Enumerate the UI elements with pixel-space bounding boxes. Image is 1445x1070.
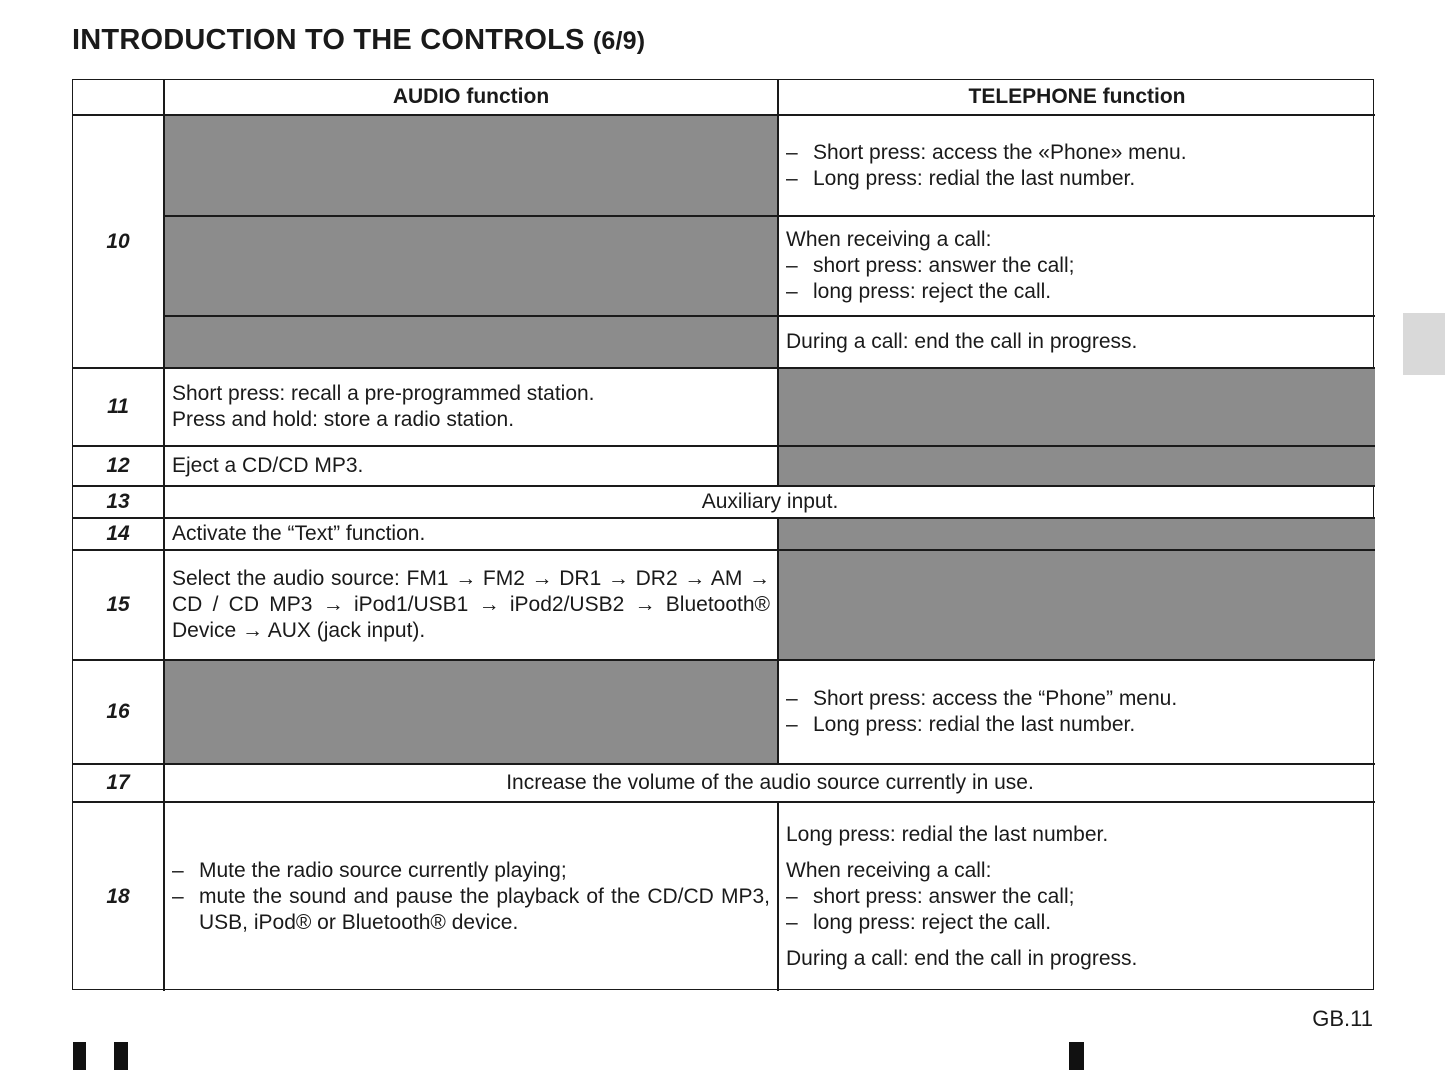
- list-item: – Short press: access the «Phone» menu.: [786, 140, 1187, 164]
- audio-cell-10b-empty: [165, 217, 779, 317]
- row-number-14: 14: [73, 519, 165, 551]
- page-title: [72, 24, 645, 57]
- header-telephone: TELEPHONE function: [779, 80, 1375, 116]
- row-number-13: 13: [73, 487, 165, 519]
- tel-cell-10b: [779, 217, 1375, 317]
- audio-cell-18: [165, 803, 779, 991]
- row-number-11: 11: [73, 369, 165, 447]
- header-audio: AUDIO function: [165, 80, 779, 116]
- tel-cell-10a: [779, 116, 1375, 217]
- tel-line: Long press: redial the last number.: [786, 823, 1109, 846]
- audio-cell-10c-empty: [165, 317, 779, 369]
- page-title-text: INTRODUCTION TO THE CONTROLS: [72, 24, 585, 56]
- tel-cell-12-empty: [779, 447, 1375, 487]
- text-line: Short press: recall a pre-programmed station.: [172, 382, 595, 405]
- header-number: [73, 80, 165, 116]
- tel-intro: When receiving a call:: [786, 859, 992, 882]
- audio-cell-12: Eject a CD/CD MP3.: [165, 447, 779, 487]
- page-number: GB.11: [1312, 1006, 1373, 1031]
- print-mark: [73, 1042, 86, 1070]
- row-number-16: 16: [73, 661, 165, 765]
- list-item: – short press: answer the call;: [786, 254, 1075, 277]
- audio-cell-11: [165, 369, 779, 447]
- list-item: – mute the sound and pause the playback of the CD/CD MP3, USB, iPod® or Bluetooth® device.: [172, 885, 770, 934]
- list-item: – Long press: redial the last number.: [786, 166, 1136, 190]
- list-item: – Mute the radio source currently playing;: [172, 859, 567, 882]
- audio-cell-14: Activate the “Text” function.: [165, 519, 779, 551]
- row-number-18: 18: [73, 803, 165, 991]
- row-number-12: 12: [73, 447, 165, 487]
- controls-table: [72, 79, 1374, 990]
- tel-cell-16: [779, 661, 1375, 765]
- tel-intro: When receiving a call:: [786, 228, 992, 251]
- row-number-17: 17: [73, 765, 165, 803]
- audio-cell-10a-empty: [165, 116, 779, 217]
- tel-cell-11-empty: [779, 369, 1375, 447]
- tel-cell-18: [779, 803, 1375, 991]
- list-item: – Short press: access the “Phone” menu.: [786, 687, 1178, 710]
- list-item: – Long press: redial the last number.: [786, 713, 1136, 736]
- tel-cell-14-empty: [779, 519, 1375, 551]
- list-item: – short press: answer the call;: [786, 885, 1075, 908]
- span-cell-13: Auxiliary input.: [165, 487, 1375, 519]
- text-line: Press and hold: store a radio station.: [172, 408, 515, 431]
- row-number-15: 15: [73, 551, 165, 661]
- page-title-part: (6/9): [592, 27, 646, 55]
- print-mark: [114, 1042, 128, 1070]
- audio-source-list: Select the audio source: FM1 → FM2 → DR1 → DR2 → AM → CD / CD MP3 → iPod1/USB1 → iPod2/USB2 → Bluetooth® Device → AUX (jack input).: [172, 567, 770, 642]
- print-mark: [1069, 1042, 1084, 1070]
- tel-end: During a call: end the call in progress.: [786, 947, 1138, 970]
- row-number-10: 10: [73, 116, 165, 369]
- audio-cell-15: [165, 551, 779, 661]
- side-tab: [1403, 313, 1445, 375]
- span-cell-17: Increase the volume of the audio source currently in use.: [165, 765, 1375, 803]
- list-item: – long press: reject the call.: [786, 280, 1052, 303]
- tel-cell-10c: During a call: end the call in progress.: [779, 317, 1375, 369]
- audio-cell-16-empty: [165, 661, 779, 765]
- tel-cell-15-empty: [779, 551, 1375, 661]
- list-item: – long press: reject the call.: [786, 911, 1052, 934]
